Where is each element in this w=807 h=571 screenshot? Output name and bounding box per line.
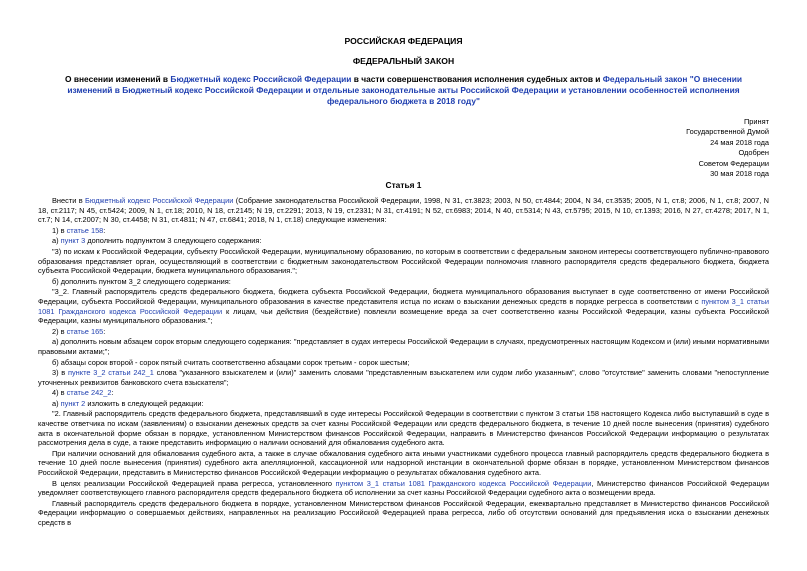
text: 2) в [52,326,67,336]
paragraph: б) дополнить пунктом 3_2 следующего содержания: [52,276,231,286]
paragraph: б) абзацы сорок второй - сорок пятый считать соответственно абзацами сорок третьим - сорок шестым; [52,357,410,367]
doc-type-heading: ФЕДЕРАЛЬНЫЙ ЗАКОН [352,56,455,66]
adoption-line: 24 мая 2018 года [710,137,769,147]
text: : [111,388,114,398]
point-2-link[interactable]: пункт 2 [60,398,86,408]
text: 1) в [52,225,67,235]
adoption-line: Советом Федерации [698,158,769,168]
text: Внести в [52,196,85,205]
paragraph [38,196,769,225]
article-165-link[interactable]: статье 165 [66,326,104,336]
point-3-2-article-242-1-link[interactable]: пункте 3_2 статьи 242_1 [67,368,154,378]
paragraph [38,226,769,236]
article-heading: Статья 1 [385,180,422,190]
text: а) [52,236,61,246]
text: 3) в [52,368,68,378]
text: изложить в следующей редакции: [85,398,204,408]
paragraph [38,287,769,325]
paragraph [38,399,769,409]
law-title-text-1: О внесении изменений в [64,74,171,84]
text: 4) в [52,388,67,398]
paragraph: При наличии оснований для обжалования судебного акта, а также в случае обжалования судебного акта иными участниками судебного процесса главный распорядитель средств федерального бюджета в течение 10 дней после вынесения (принятия) судебного акта апелляционной, кассационной или надзорной инстанции в окончательной форме обязан в порядке, установленном Министерством финансов Российской Федерации, представить в Министерство финансов Российской Федерации информацию о результатах обжалования судебного акта. [38,448,769,478]
adoption-line: Одобрен [738,148,769,158]
text: В целях реализации Российской Федерацией права регресса, установленного [52,478,336,488]
text: , Министерство финансов Российской Федерации уведомляет соответствующего главного распорядителя средств федерального бюджета об исполнении за счет казны Российской Федерации судебного акта о возмещении вреда. [38,478,769,498]
text: к лицам, чьи действия (бездействие) повлекли возмещение вреда за счет соответственно казны Российской Федерации, казны субъекта Российской Федерации, казны муниципального образования."; [38,306,770,326]
adoption-line: Государственной Думой [686,127,769,137]
paragraph [38,327,769,337]
text: слова "указанного взыскателем и (или)" заменить словами "представленным взыскателем или судом либо указанным", слово "отсутствие" заменить словами "непоступление уточненных реквизитов банковского счета взыскателя"; [38,368,769,387]
article-242-2-link[interactable]: статье 242_2 [66,388,112,398]
budget-code-link[interactable]: Бюджетный кодекс Российской Федерации [170,74,352,84]
text: дополнить подпунктом 3 следующего содержания: [85,236,262,246]
law-title-text-2: в части совершенствования исполнения судебных актов и [351,74,603,84]
paragraph [38,388,769,398]
text: : [103,225,106,235]
paragraph [38,368,769,387]
adoption-block [686,117,769,179]
civil-code-1081-link-2[interactable]: пунктом 3_1 статьи 1081 Гражданского кодекса Российской Федерации [335,478,592,488]
text: "3_2. Главный распорядитель средств федерального бюджета, бюджета субъекта Российской Федерации, бюджета муниципального образования выступает в суде соответственно от имени Российской Федерации, субъекта Российской Федерации, муниципального образования в качестве представителя истца по искам о взыскании денежных средств в порядке регресса в соответствии с [38,287,769,306]
budget-code-ref-link[interactable]: Бюджетный кодекс Российской Федерации [85,196,234,205]
paragraph [38,236,769,246]
adoption-line: Принят [743,117,769,126]
adoption-line: 30 мая 2018 года [710,169,769,179]
article-body [38,196,769,529]
paragraph [38,479,769,498]
article-158-link[interactable]: статье 158 [66,225,104,235]
paragraph: "2. Главный распорядитель средств федерального бюджета, представлявший в суде интересы Российской Федерации в соответствии с пунктом 3 статьи 158 настоящего Кодекса либо выступавший в суде в качестве ответчика по искам (заявлениям) о взыскании денежных средств за счет казны Российской Федерации или средств федерального бюджета, в течение 10 дней после вынесения (принятия) судебного акта в окончательной форме обязан в порядке, установленном Министерством финансов Российской Федерации, направить в Министерство финансов Российской Федерации информацию о результатах рассмотрения дела в суде, а также представить информацию о наличии оснований для обжалования судебного акта. [38,409,769,448]
text: : [103,326,106,336]
law-title [60,74,747,106]
point-3-link[interactable]: пункт 3 [60,236,86,246]
text: (Собрание законодательства Российской Федерации, 1998, N 31, ст.3823; 2003, N 50, ст.4844; 2004, N 34, ст.3535; 2005, N 1, ст.8; 2006, N 1, ст.8; 2007, N 18, ст.2117; N 45, ст.5424; 2009, N 1, ст.18; 2010, N 18, ст.2145; N 19, ст.2291; 2013, N 19, ст.2331; N 31, ст.4191; N 52, ст.6983; 2014, N 40, ст.5314; N 43, ст.5795; 2015, N 10, ст.1393; 2016, N 27, ст.4278; 2017, N 1, ст.7; N 14, ст.2007; N 30, ст.4458; N 31, ст.4811; N 47, ст.6841; 2018, N 1, ст.18) следующие изменения: [38,196,769,225]
paragraph: а) дополнить новым абзацем сорок вторым следующего содержания: "представляет в судах интересы Российской Федерации в случаях, предусмотренных настоящим Кодексом и (или) иными нормативными правовыми актами;"; [38,337,769,356]
country-heading: РОССИЙСКАЯ ФЕДЕРАЦИЯ [344,36,463,46]
federal-law-link[interactable]: Федеральный закон "О внесении изменений в Бюджетный кодекс Российской Федерации и отдельные законодательные акты Российской Федерации и установлении особенностей исполнения федерального бюджета в 2018 году" [67,74,743,106]
civil-code-1081-link[interactable]: пунктом 3_1 статьи 1081 Гражданского кодекса Российской Федерации [38,296,770,316]
paragraph: Главный распорядитель средств федерального бюджета в порядке, установленном Министерством финансов Российской Федерации, ежеквартально представляет в Министерство финансов Российской Федерации информацию о совершаемых действиях, направленных на реализацию Российской Федерацией права регресса, либо об отсутствии оснований для предъявления иска о взыскании денежных средств в [38,498,769,527]
paragraph: "3) по искам к Российской Федерации, субъекту Российской Федерации, муниципальному образованию, по которым в соответствии с федеральным законом интересы соответствующего публично-правового образования представляет орган, осуществляющий в соответствии с бюджетным законодательством Российской Федерации полномочия главного распорядителя средств федерального бюджета, бюджета субъекта Российской Федерации, бюджета муниципального образования."; [38,246,769,276]
text: а) [52,398,61,408]
